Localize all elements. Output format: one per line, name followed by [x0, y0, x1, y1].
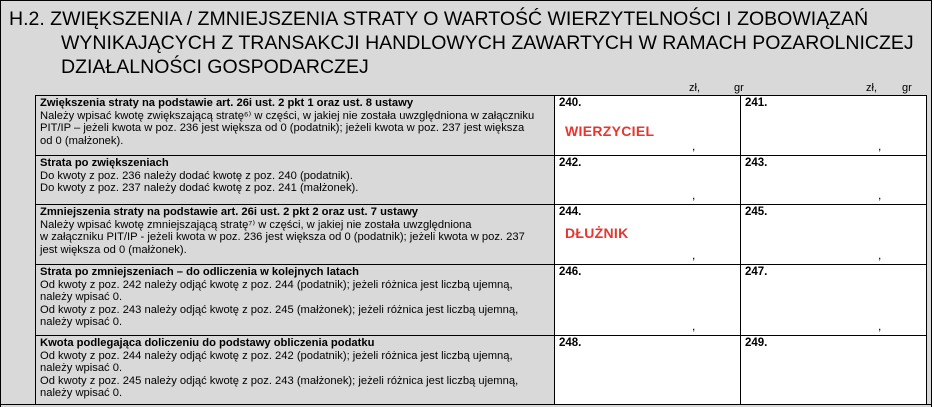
- field-number: 248.: [559, 337, 582, 349]
- field-number: 242.: [559, 157, 582, 169]
- row-title: Strata po zwiększeniach: [40, 157, 169, 169]
- field-246[interactable]: [555, 265, 741, 336]
- row-line: Od kwoty z poz. 245 należy odjąć kwotę z poz. 243 (małżonek); jeżeli różnica jest liczbą ujemną,: [40, 374, 519, 387]
- field-number: 247.: [745, 266, 768, 278]
- decimal-comma: ,: [692, 139, 696, 153]
- annotation-dluznik: DŁUŻNIK: [565, 225, 629, 241]
- field-number: 246.: [559, 266, 582, 278]
- row-description: [35, 336, 555, 405]
- decimal-comma: ,: [878, 139, 882, 153]
- bottom-divider: [1, 404, 931, 405]
- row-description: [35, 156, 555, 205]
- row-title: Strata po zmniejszeniach – do odliczenia w kolejnych latach: [40, 266, 359, 278]
- unit-zl-col1: zł,: [689, 82, 700, 94]
- section-title-line-1: H.2. ZWIĘKSZENIA / ZMNIEJSZENIA STRATY O WARTOŚĆ WIERZYTELNOŚCI I ZOBOWIĄZAŃ: [9, 8, 869, 30]
- unit-zl-col2: zł,: [866, 82, 877, 94]
- row-description: [35, 265, 555, 336]
- field-number: 241.: [745, 97, 768, 109]
- row-line: Od kwoty z poz. 243 należy odjąć kwotę z poz. 245 (małżonek); jeżeli różnica jest liczbą ujemną,: [40, 303, 519, 316]
- row-title: Zwiększenia straty na podstawie art. 26i ust. 2 pkt 1 oraz ust. 8 ustawy: [40, 97, 414, 109]
- decimal-comma: ,: [878, 248, 882, 262]
- field-number: 249.: [745, 337, 768, 349]
- row-line: Od kwoty z poz. 244 należy odjąć kwotę z poz. 242 (podatnik); jeżeli różnica jest liczbą ujemną,: [40, 349, 513, 362]
- field-number: 243.: [745, 157, 768, 169]
- field-number: 245.: [745, 206, 768, 218]
- row-248: [35, 335, 927, 405]
- unit-gr-col1: gr: [734, 82, 744, 94]
- field-248[interactable]: [555, 336, 741, 405]
- annotation-wierzyciel: WIERZYCIEL: [565, 123, 655, 139]
- field-249[interactable]: [741, 336, 927, 405]
- row-line: należy wpisać 0.: [40, 387, 123, 400]
- field-240[interactable]: [555, 96, 741, 156]
- row-242: [35, 155, 927, 205]
- field-241[interactable]: [741, 96, 927, 156]
- row-line: Należy wpisać kwotę zmniejszającą stratę⁷⁾ w części, w jakiej nie została uwzględniona: [40, 218, 472, 231]
- row-line: PIT/IP – jeżeli kwota w poz. 236 jest większa od 0 (podatnik); jeżeli kwota w poz. 237 jest większa: [40, 122, 525, 135]
- row-line: w załączniku PIT/IP - jeżeli kwota w poz. 236 jest większa od 0 (podatnik); jeżeli kwota w poz. 237: [40, 231, 525, 244]
- field-244[interactable]: [555, 205, 741, 265]
- row-line: należy wpisać 0.: [40, 291, 123, 304]
- row-240: [35, 95, 927, 156]
- row-line: Do kwoty z poz. 236 należy dodać kwotę z poz. 240 (podatnik).: [40, 169, 353, 182]
- row-line: od 0 (małżonek).: [40, 134, 124, 147]
- field-245[interactable]: [741, 205, 927, 265]
- decimal-comma: ,: [878, 188, 882, 202]
- row-244: [35, 204, 927, 265]
- row-line: jest większa od 0 (małżonek).: [40, 243, 187, 256]
- row-line: należy wpisać 0.: [40, 362, 123, 375]
- field-243[interactable]: [741, 156, 927, 205]
- row-line: Do kwoty z poz. 237 należy dodać kwotę z poz. 241 (małżonek).: [40, 182, 359, 195]
- row-description: [35, 96, 555, 156]
- section-title: [9, 7, 925, 79]
- row-line: Od kwoty z poz. 242 należy odjąć kwotę z poz. 244 (podatnik); jeżeli różnica jest liczbą ujemną,: [40, 278, 513, 291]
- row-title: Kwota podlegająca doliczeniu do podstawy obliczenia podatku: [40, 337, 375, 349]
- row-line: Należy wpisać kwotę zwiększającą stratę⁶⁾ w części, w jakiej nie została uwzględniona w załączniku: [40, 109, 535, 122]
- decimal-comma: ,: [692, 188, 696, 202]
- row-line: należy wpisać 0.: [40, 316, 123, 329]
- row-description: [35, 205, 555, 265]
- section-title-line-2: WYNIKAJĄCYCH Z TRANSAKCJI HANDLOWYCH ZAWARTYCH W RAMACH POZAROLNICZEJ: [61, 32, 914, 54]
- row-title: Zmniejszenia straty na podstawie art. 26i ust. 2 pkt 2 oraz ust. 7 ustawy: [40, 206, 419, 218]
- field-247[interactable]: [741, 265, 927, 336]
- section-title-line-3: DZIAŁALNOŚCI GOSPODARCZEJ: [61, 56, 369, 78]
- field-number: 244.: [559, 206, 582, 218]
- field-number: 240.: [559, 97, 582, 109]
- decimal-comma: ,: [878, 319, 882, 333]
- row-246: [35, 264, 927, 336]
- decimal-comma: ,: [692, 319, 696, 333]
- decimal-comma: ,: [692, 248, 696, 262]
- unit-gr-col2: gr: [902, 82, 912, 94]
- field-242[interactable]: [555, 156, 741, 205]
